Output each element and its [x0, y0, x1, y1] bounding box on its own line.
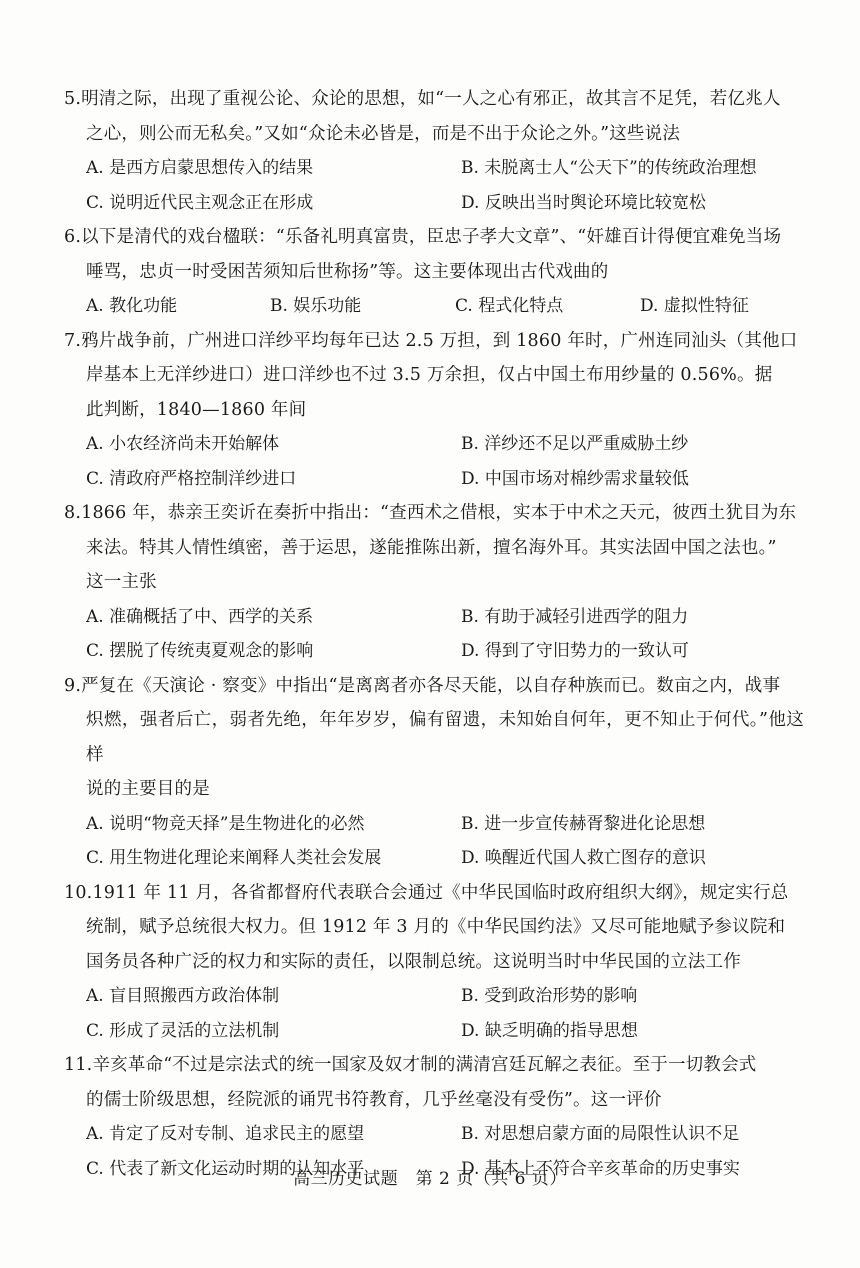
stem-line: 这一主张: [86, 572, 157, 592]
option-a: A. 小农经济尚未开始解体: [86, 434, 280, 454]
options: [64, 807, 804, 876]
options: [64, 289, 804, 324]
option-d: D. 虚拟性特征: [640, 296, 749, 316]
option-b: B. 洋纱还不足以严重威胁土纱: [461, 434, 689, 454]
stem-line: 1911 年 11 月，各省都督府代表联合会通过《中华民国临时政府组织大纲》，规定实行总: [92, 882, 789, 903]
option-b: B. 未脱离士人“公天下”的传统政治理想: [461, 158, 757, 178]
option-a: A. 教化功能: [86, 296, 178, 316]
option-c: C. 用生物进化理论来阐释人类社会发展: [86, 848, 382, 868]
option-c: C. 形成了灵活的立法机制: [86, 1020, 280, 1041]
option-a: A. 盲目照搬西方政治体制: [86, 986, 280, 1006]
options: [64, 600, 804, 669]
option-d: D. 缺乏明确的指导思想: [461, 1020, 638, 1041]
option-a: A. 肯定了反对专制、追求民主的愿望: [86, 1124, 365, 1144]
question-number: 11.: [64, 1055, 93, 1075]
stem-line: 来法。特其人情性缜密，善于运思，遂能推陈出新，擅名海外耳。其实法固中国之法也。”: [86, 537, 777, 558]
stem-line: 说的主要目的是: [86, 779, 210, 799]
question-7: [64, 324, 804, 497]
option-c: C. 程式化特点: [455, 296, 564, 316]
stem-line: 岸基本上无洋纱进口）进口洋纱也不过 3.5 万余担，仅占中国土布用纱量的 0.56%。据: [86, 365, 773, 385]
option-b: B. 对思想启蒙方面的局限性认识不足: [461, 1124, 740, 1144]
question-stem: [64, 220, 804, 289]
option-b: B. 进一步宣传赫胥黎进化论思想: [461, 813, 706, 834]
stem-line: 唾骂，忠贞一时受困苦须知后世称扬”等。这主要体现出古代戏曲的: [86, 261, 609, 282]
option-a: A. 说明“物竞天择”是生物进化的必然: [86, 813, 365, 834]
question-8: [64, 496, 804, 669]
question-number: 5.: [64, 89, 82, 109]
stem-line: 1866 年，恭亲王奕䜣在奏折中指出：“查西术之借根，实本于中术之天元，彼西土犹目为东: [81, 503, 797, 523]
question-number: 9.: [64, 675, 82, 696]
question-stem: [64, 876, 804, 980]
stem-line: 严复在《天演论 · 察变》中指出“是离离者亦各尽天能，以自存种族而已。数亩之内，战事: [81, 675, 781, 696]
option-c: C. 清政府严格控制洋纱进口: [86, 468, 297, 489]
stem-line: 明清之际，出现了重视公论、众论的思想，如“一人之心有邪正，故其言不足凭，若亿兆人: [81, 89, 781, 109]
options: [64, 151, 804, 220]
question-number: 7.: [64, 330, 82, 351]
option-a: A. 是西方启蒙思想传入的结果: [86, 158, 314, 178]
option-b: B. 受到政治形势的影响: [461, 986, 638, 1006]
question-stem: [64, 82, 804, 151]
stem-line: 国务员各种广泛的权力和实际的责任，以限制总统。这说明当时中华民国的立法工作: [86, 951, 741, 972]
option-a: A. 准确概括了中、西学的关系: [86, 606, 314, 627]
option-d: D. 反映出当时舆论环境比较宽松: [461, 192, 706, 213]
stem-line: 炽燃，强者后亡，弱者先绝，年年岁岁，偏有留遗，未知始自何年，更不知止于何代。”他这样: [86, 710, 804, 765]
question-5: [64, 82, 804, 220]
question-6: [64, 220, 804, 324]
question-10: [64, 876, 804, 1049]
question-number: 6.: [64, 227, 82, 247]
question-list: [64, 82, 804, 1186]
option-d: D. 唤醒近代国人救亡图存的意识: [461, 848, 706, 868]
option-b: B. 有助于减轻引进西学的阻力: [461, 606, 689, 627]
question-stem: [64, 496, 804, 600]
stem-line: 此判断，1840—1860 年间: [86, 399, 307, 420]
options: [64, 427, 804, 496]
option-c: C. 代表了新文化运动时期的认知水平: [86, 1158, 365, 1179]
stem-line: 之心，则公而无私矣。”又如“众论未必皆是，而是不出于众论之外。”这些说法: [86, 123, 681, 144]
stem-line: 统制，赋予总统很大权力。但 1912 年 3 月的《中华民国约法》又尽可能地赋予参议院和: [86, 917, 786, 937]
stem-line: 以下是清代的戏台楹联：“乐备礼明真富贵，臣忠子孝大文章”、“奸雄百计得便宜难免当场: [81, 227, 782, 247]
option-b: B. 娱乐功能: [270, 296, 362, 316]
question-stem: [64, 1048, 804, 1117]
question-number: 10.: [64, 882, 93, 903]
option-c: C. 说明近代民主观念正在形成: [86, 192, 314, 213]
question-stem: [64, 669, 804, 807]
question-stem: [64, 324, 804, 428]
options: [64, 979, 804, 1048]
option-d: D. 得到了守旧势力的一致认可: [461, 641, 689, 661]
option-d: D. 中国市场对棉纱需求量较低: [461, 468, 689, 489]
question-number: 8.: [64, 503, 82, 523]
option-c: C. 摆脱了传统夷夏观念的影响: [86, 641, 314, 661]
stem-line: 的儒士阶级思想，经院派的诵咒书符教育，几乎丝毫没有受伤”。这一评价: [86, 1089, 662, 1110]
option-d: D. 基本上不符合辛亥革命的历史事实: [461, 1158, 740, 1179]
question-9: [64, 669, 804, 876]
stem-line: 辛亥革命“不过是宗法式的统一国家及奴才制的满清宫廷瓦解之表征。至于一切教会式: [92, 1055, 757, 1075]
stem-line: 鸦片战争前，广州进口洋纱平均每年已达 2.5 万担，到 1860 年时，广州连同汕头（其他口: [81, 330, 798, 351]
page-footer: 高三历史试题 第 2 页（共 6 页）: [293, 1169, 567, 1189]
